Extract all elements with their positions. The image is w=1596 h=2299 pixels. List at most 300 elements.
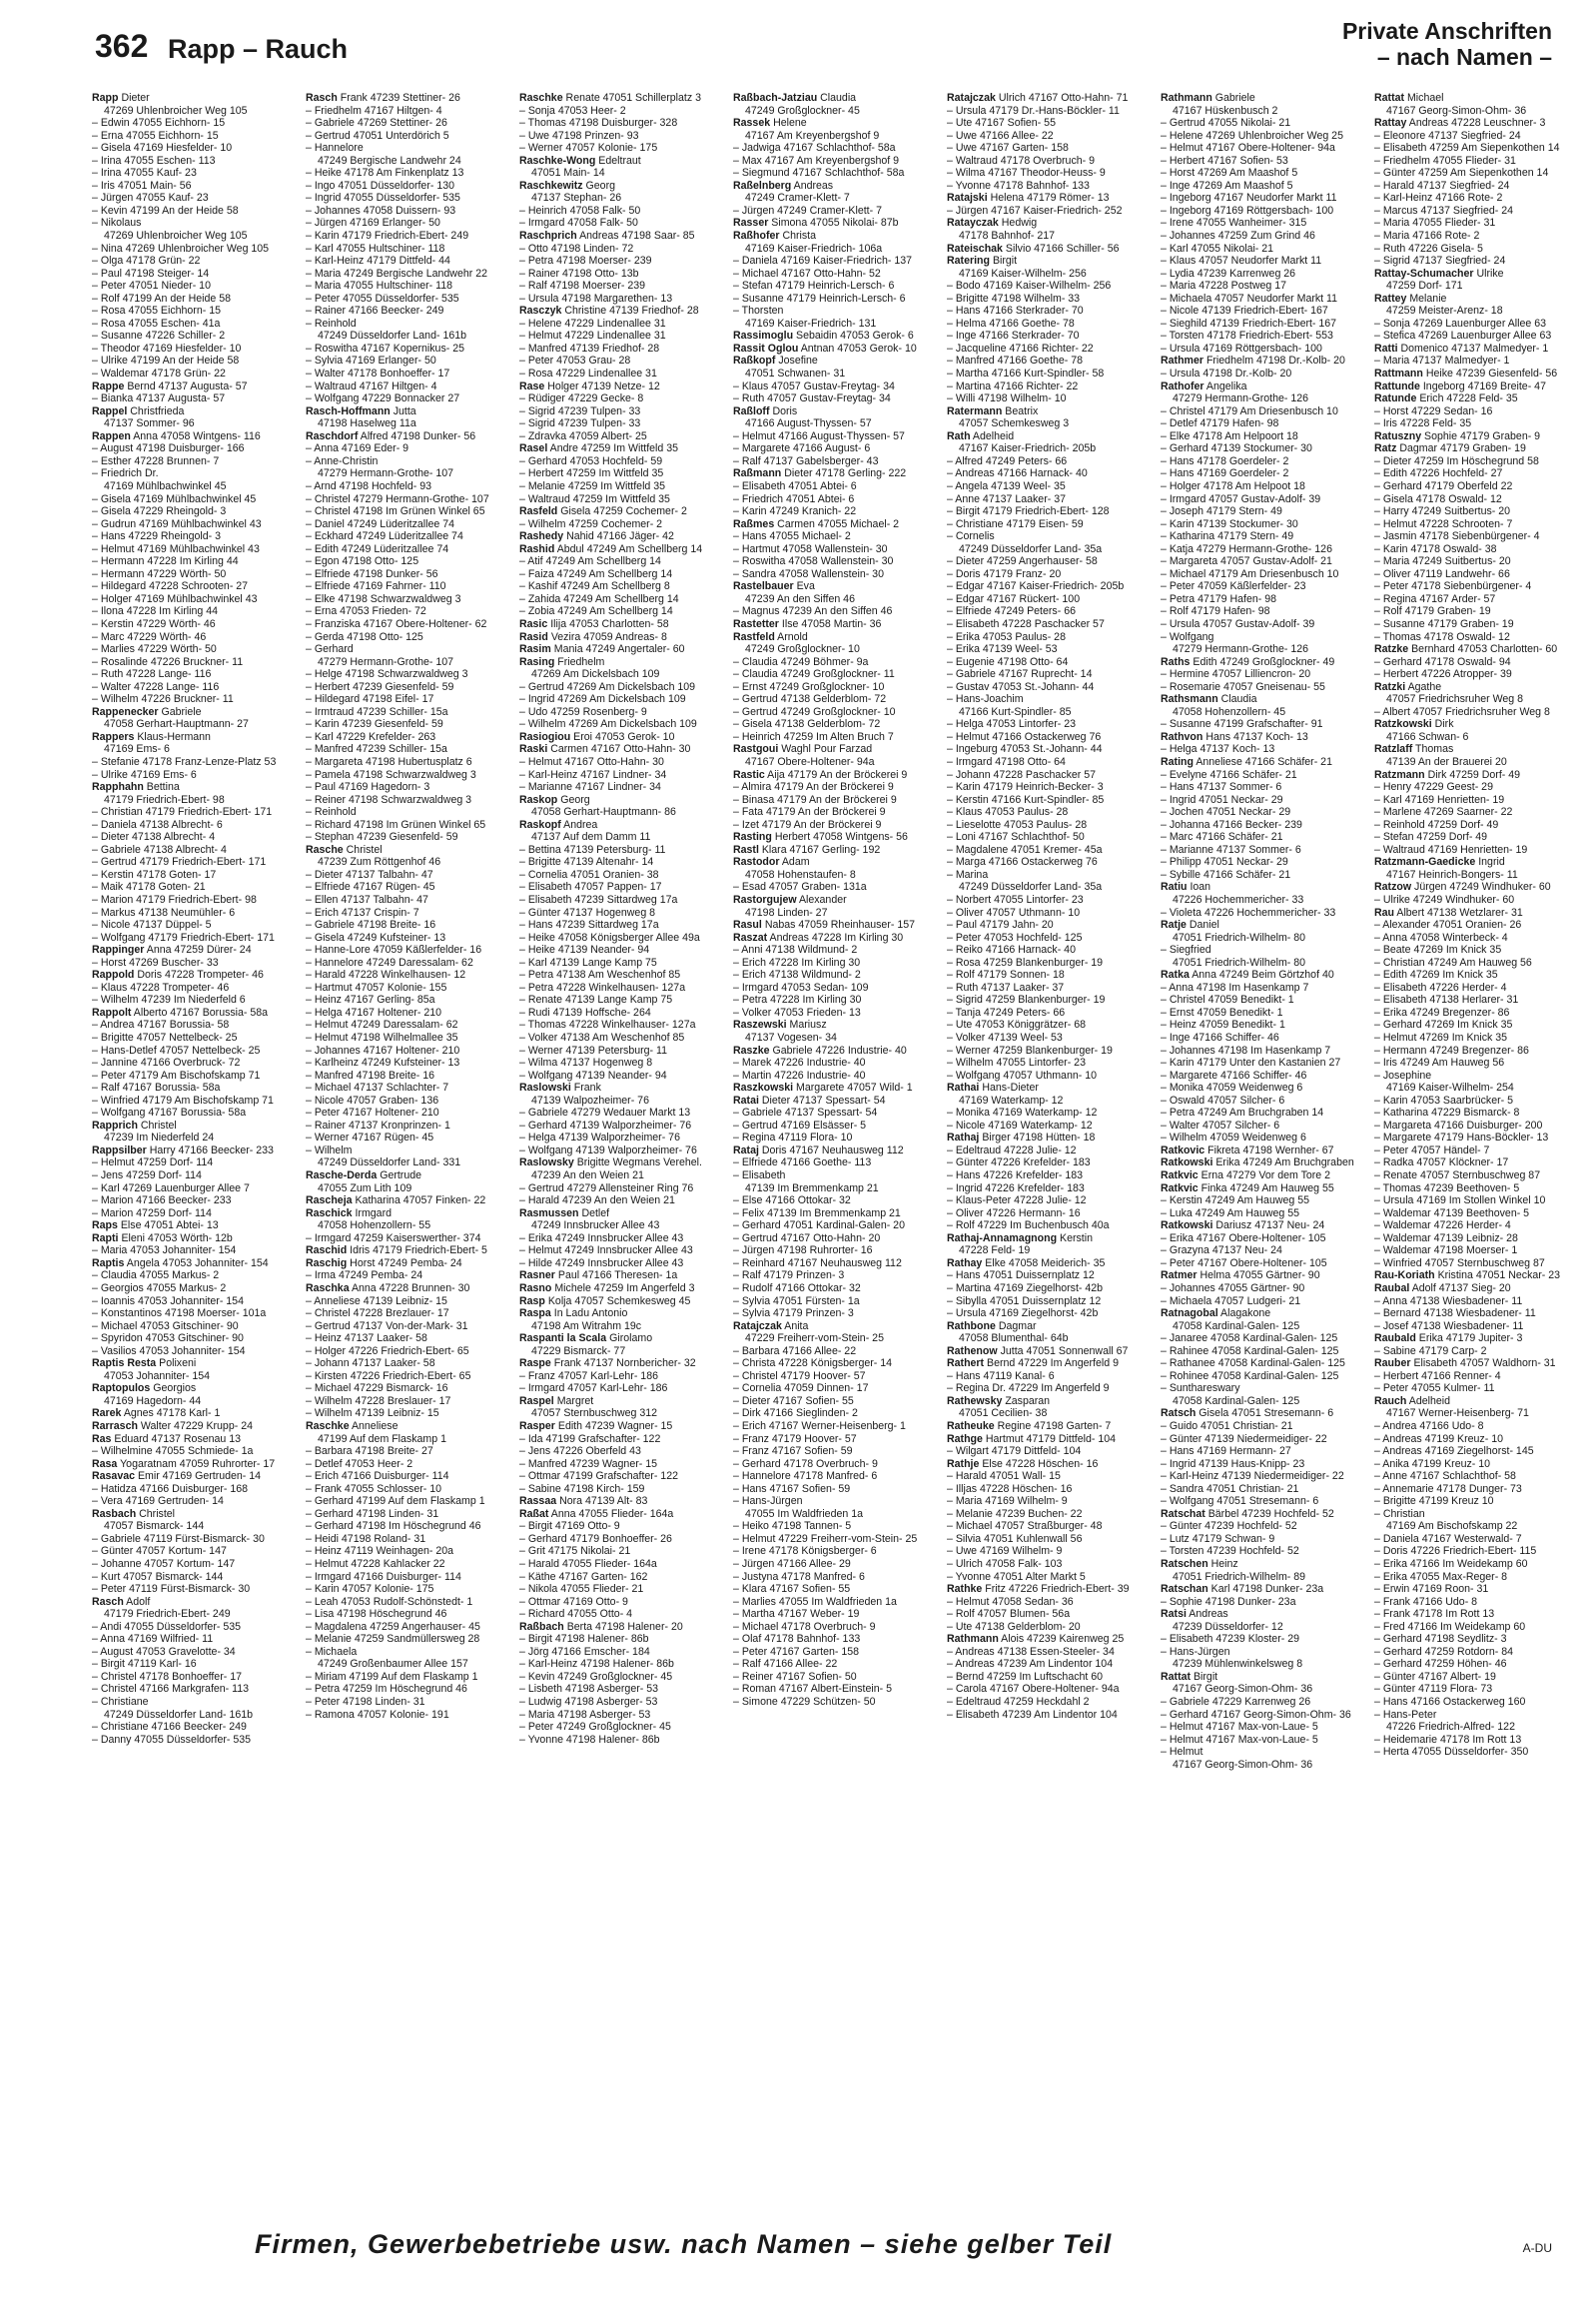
- entry-details: Georgios: [153, 1382, 197, 1395]
- directory-entry: – Michaela 47057 Ludgeri- 21: [1161, 1294, 1301, 1307]
- directory-entry: [519, 1495, 723, 1508]
- directory-entry: 47259 Meister-Arenz- 18: [1386, 305, 1503, 318]
- directory-entry: – Gerhard: [306, 643, 354, 656]
- directory-entry: – Wilhelm 47259 Cochemer- 2: [519, 517, 663, 530]
- directory-entry: – Kerstin 47249 Am Hauweg 55: [1161, 1194, 1309, 1207]
- directory-entry: [519, 1420, 723, 1433]
- entry-details: Gabriele 47226 Industrie- 40: [772, 1044, 907, 1057]
- directory-entry: – Reiner 47167 Sofien- 50: [733, 1670, 857, 1683]
- directory-entry: – Harald 47239 An den Weien 21: [519, 1194, 675, 1207]
- directory-entry: – Sigrid 47137 Siegfried- 24: [1374, 255, 1506, 268]
- directory-entry: – Margareta 47057 Gustav-Adolf- 21: [1161, 555, 1332, 568]
- directory-entry: – Christiane 47166 Beecker- 249: [92, 1721, 247, 1734]
- directory-entry: – Nina 47269 Uhlenbroicher Weg 105: [92, 242, 270, 255]
- directory-entry: [92, 1257, 296, 1270]
- directory-entry: – Irmgard 47259 Kaiserswerther- 374: [306, 1231, 481, 1244]
- directory-entry: – Waltraud 47167 Hiltgen- 4: [306, 380, 437, 392]
- directory-entry: [1161, 1558, 1364, 1571]
- directory-entry: [306, 1420, 509, 1433]
- directory-entry: – Ursula 47198 Dr.-Kolb- 20: [1161, 368, 1292, 381]
- directory-entry: – Gerhard 47198 Linden- 31: [306, 1507, 439, 1520]
- directory-entry: [92, 1357, 296, 1370]
- directory-entry: – Anna 47169 Wilfried- 11: [92, 1633, 214, 1646]
- directory-entry: – Marion 47259 Dorf- 114: [92, 1206, 212, 1219]
- directory-entry: – Wilgart 47179 Dittfeld- 104: [947, 1445, 1082, 1458]
- directory-entry: – Brigitte 47199 Kreuz 10: [1374, 1495, 1494, 1508]
- directory-entry: – Rosemarie 47057 Gneisenau- 55: [1161, 680, 1325, 693]
- directory-entry: 47239 An den Siffen 46: [745, 592, 855, 605]
- directory-entry: – Inge 47166 Schiffer- 46: [1161, 1032, 1279, 1045]
- directory-entry: – Günter 47057 Kortum- 147: [92, 1545, 227, 1558]
- entry-details: Doris 47228 Trompeter- 46: [137, 969, 264, 982]
- entry-details: Yogaratnam 47059 Ruhrorter- 17: [120, 1457, 276, 1470]
- directory-entry: – Waltraud 47259 Im Wittfeld 35: [519, 492, 670, 505]
- directory-entry: – Volker 47139 Weel- 53: [947, 1032, 1063, 1045]
- entry-surname: Ratka: [1161, 969, 1190, 982]
- directory-entry: – Harry 47249 Suitbertus- 20: [1374, 505, 1511, 518]
- directory-entry: – Peter 47167 Holtener- 210: [306, 1107, 439, 1120]
- directory-entry: – Peter 47059 Käßlerfelder- 23: [1161, 580, 1306, 593]
- directory-entry: – Brigitte 47198 Wilhelm- 33: [947, 292, 1081, 305]
- directory-entry: 47167 Werner-Heisenberg- 71: [1386, 1407, 1529, 1420]
- directory-entry: – Klaus 47057 Gustav-Freytag- 34: [733, 380, 895, 392]
- directory-entry: – Peter 47179 Am Bischofskamp 71: [92, 1069, 261, 1082]
- directory-entry: – Marianne 47137 Sommer- 6: [1161, 843, 1301, 856]
- entry-surname: Raszewski: [733, 1019, 787, 1032]
- directory-entry: – Marlies 47229 Wörth- 50: [92, 643, 217, 656]
- entry-details: Hans 47137 Koch- 13: [1205, 730, 1308, 743]
- directory-entry: – Stefanie 47178 Franz-Lenze-Platz 53: [92, 755, 277, 768]
- entry-surname: Raßbach: [519, 1620, 564, 1633]
- directory-entry: – Edwin 47055 Eichhorn- 15: [92, 117, 226, 130]
- directory-entry: – Michaela 47057 Neudorfer Markt 11: [1161, 292, 1338, 305]
- directory-entry: – Heike 47178 Am Finkenplatz 13: [306, 167, 464, 180]
- directory-entry: – Heidi 47198 Roland- 31: [306, 1532, 426, 1545]
- directory-entry: – Ingrid 47051 Neckar- 29: [1161, 793, 1283, 806]
- directory-entry: – Alfred 47249 Peters- 66: [947, 454, 1068, 467]
- directory-entry: – Lydia 47239 Karrenweg 26: [1161, 267, 1296, 280]
- directory-entry: – Helmut 47259 Dorf- 114: [92, 1156, 214, 1169]
- directory-entry: – Elfriede 47198 Dunker- 56: [306, 567, 438, 580]
- directory-entry: – Carola 47167 Obere-Holtener- 94a: [947, 1683, 1120, 1696]
- entry-details: Christel: [346, 843, 383, 856]
- entry-surname: Rappolt: [92, 1006, 132, 1019]
- entry-details: Erika 47179 Jupiter- 3: [1418, 1332, 1523, 1345]
- directory-entry: – Hans 47137 Sommer- 6: [1161, 781, 1282, 794]
- directory-entry: – Ingeborg 47169 Röttgersbach- 100: [1161, 204, 1334, 217]
- directory-entry: – Günter 47226 Krefelder- 183: [947, 1156, 1091, 1169]
- directory-entry: [1161, 1145, 1364, 1157]
- directory-entry: – Volker 47053 Frieden- 13: [733, 1006, 861, 1019]
- directory-entry: – Christel 47228 Brezlauer- 17: [306, 1307, 449, 1320]
- entry-details: Adolf 47137 Sieg- 20: [1411, 1281, 1511, 1294]
- directory-column: [947, 92, 1151, 2189]
- entry-surname: Rathewsky: [947, 1394, 1003, 1407]
- entry-details: Dieter: [121, 92, 150, 104]
- directory-entry: [1374, 856, 1578, 869]
- entry-surname: Raps: [92, 1219, 118, 1232]
- directory-entry: – Else 47166 Ottokar- 32: [733, 1194, 851, 1207]
- directory-entry: – Illjas 47228 Höschen- 16: [947, 1482, 1073, 1495]
- directory-entry: – Winfried 47179 Am Bischofskamp 71: [92, 1094, 274, 1107]
- directory-entry: – Cornelia 47051 Oranien- 38: [519, 868, 659, 881]
- directory-entry: – Erika 47167 Obere-Holtener- 105: [1161, 1231, 1326, 1244]
- directory-entry: – Udo 47259 Rosenberg- 9: [519, 705, 647, 718]
- directory-entry: 47169 Kaiser-Friedrich- 131: [745, 317, 877, 330]
- directory-entry: [306, 1194, 509, 1207]
- directory-entry: 47057 Sternbuschweg 312: [531, 1407, 658, 1420]
- directory-entry: [519, 1357, 723, 1370]
- entry-surname: Rath: [947, 429, 971, 442]
- directory-entry: – Karl-Heinz 47167 Lindner- 34: [519, 768, 667, 781]
- directory-entry: – Hannelore: [306, 142, 364, 155]
- entry-details: Anna 47249 Beim Görtzhof 40: [1192, 969, 1334, 982]
- entry-details: Claudia: [820, 92, 857, 104]
- directory-entry: – Karin 47249 Kranich- 22: [733, 505, 857, 518]
- directory-entry: – Volker 47138 Am Weschenhof 85: [519, 1032, 685, 1045]
- directory-entry: – Rainer 47137 Kronprinzen- 1: [306, 1119, 450, 1132]
- directory-entry: – Marina: [947, 868, 989, 881]
- directory-entry: – Holger 47226 Friedrich-Ebert- 65: [306, 1344, 469, 1357]
- directory-entry: – Karl-Heinz 47166 Rote- 2: [1374, 192, 1503, 205]
- entry-surname: Rarrasch: [92, 1419, 138, 1432]
- directory-entry: 47167 Georg-Simon-Ohm- 36: [1173, 1683, 1313, 1696]
- entry-details: Klara 47167 Gerling- 192: [761, 843, 881, 856]
- directory-entry: – Jörg 47166 Emscher- 184: [519, 1645, 650, 1658]
- entry-surname: Raslowski: [519, 1082, 571, 1095]
- entry-surname: Rastgoui: [733, 743, 779, 756]
- directory-entry: 47167 Am Kreyenbergshof 9: [745, 129, 880, 142]
- directory-entry: – Sandra 47058 Wallenstein- 30: [733, 567, 884, 580]
- directory-entry: – August 47198 Duisburger- 166: [92, 442, 245, 455]
- directory-entry: – Herbert 47167 Sofien- 53: [1161, 154, 1288, 167]
- directory-entry: [1374, 1269, 1578, 1282]
- entry-surname: Raschid: [306, 1244, 348, 1257]
- directory-entry: – Hans-Jürgen: [733, 1495, 803, 1508]
- directory-entry: – Sonja 47269 Lauenburger Allee 63: [1374, 317, 1546, 330]
- directory-entry: – Ruth 47137 Laaker- 37: [947, 981, 1065, 994]
- directory-entry: [947, 243, 1151, 256]
- entry-surname: Ratschen: [1161, 1557, 1208, 1570]
- directory-entry: – Ursula 47057 Gustav-Adolf- 39: [1161, 617, 1315, 630]
- directory-entry: 47249 Großglockner- 10: [745, 643, 860, 656]
- directory-entry: – Ute 47053 Königgrätzer- 68: [947, 1019, 1086, 1032]
- directory-entry: – Wilhelm 47055 Lintorfer- 23: [947, 1057, 1086, 1070]
- directory-entry: – Georgios 47055 Markus- 2: [92, 1281, 227, 1294]
- directory-entry: – Anna 47169 Eder- 9: [306, 442, 409, 455]
- directory-entry: – Helmut 47228 Kahlacker 22: [306, 1557, 445, 1570]
- directory-entry: – Waldemar 47226 Herder- 4: [1374, 1219, 1511, 1232]
- directory-entry: – Daniela 47138 Albrecht- 6: [92, 818, 223, 831]
- entry-details: Dieter 47178 Gerling- 222: [784, 467, 907, 480]
- directory-entry: – Thomas 47198 Duisburger- 328: [519, 117, 678, 130]
- directory-entry: – Gisela 47178 Oswald- 12: [1374, 492, 1502, 505]
- directory-entry: [733, 1045, 937, 1058]
- directory-entry: – Dieter 47259 Im Höschegrund 58: [1374, 454, 1539, 467]
- directory-entry: – Iris 47051 Main- 56: [92, 179, 192, 192]
- directory-entry: [733, 217, 937, 230]
- entry-details: Eroi 47053 Gerok- 10: [573, 730, 675, 743]
- entry-details: Albert 47138 Wetzlarer- 31: [1396, 906, 1523, 919]
- directory-entry: – Ingeburg 47053 St.-Johann- 44: [947, 743, 1103, 756]
- directory-entry: – Franz 47057 Karl-Lehr- 186: [519, 1369, 658, 1382]
- directory-entry: [92, 969, 296, 982]
- directory-entry: – Felix 47139 Im Bremmenkamp 21: [733, 1206, 901, 1219]
- directory-entry: – Melanie 47259 Sandmüllersweg 28: [306, 1633, 480, 1646]
- page-range: Rapp – Rauch: [168, 34, 349, 64]
- directory-entry: – Detlef 47053 Heer- 2: [306, 1457, 413, 1470]
- directory-entry: 47058 Kardinal-Galen- 125: [1173, 1319, 1300, 1332]
- directory-entry: – Gertrud 47249 Großglockner- 10: [733, 705, 896, 718]
- directory-entry: 47167 Georg-Simon-Ohm- 36: [1173, 1758, 1313, 1771]
- directory-entry: 47167 Obere-Holtener- 94a: [745, 755, 875, 768]
- directory-entry: – Bodo 47169 Kaiser-Wilhelm- 256: [947, 280, 1112, 293]
- directory-entry: – Manfred 47239 Wagner- 15: [519, 1457, 657, 1470]
- entry-surname: Ratnagobal: [1161, 1307, 1218, 1320]
- directory-entry: – Ingo 47051 Düsseldorfer- 130: [306, 179, 455, 192]
- entry-details: Alagakone: [1220, 1307, 1271, 1320]
- entry-details: Elke 47058 Meiderich- 35: [985, 1256, 1106, 1269]
- directory-entry: – Sabine 47198 Kirch- 159: [519, 1482, 645, 1495]
- directory-entry: [1161, 1407, 1364, 1420]
- entry-details: Georg: [585, 179, 615, 192]
- directory-entry: [1374, 1357, 1578, 1370]
- directory-entry: – Rathanee 47058 Kardinal-Galen- 125: [1161, 1357, 1345, 1370]
- directory-entry: – Helga 47167 Holtener- 210: [306, 1006, 442, 1019]
- directory-entry: 47239 An den Weien 21: [531, 1169, 644, 1182]
- directory-entry: – Claudia 47249 Großglockner- 11: [733, 668, 895, 681]
- directory-entry: – Maik 47178 Goten- 21: [92, 881, 206, 894]
- entry-surname: Raszat: [733, 931, 768, 944]
- directory-entry: – Daniela 47167 Westerwald- 7: [1374, 1532, 1522, 1545]
- entry-surname: Rappen: [92, 429, 131, 442]
- entry-surname: Rathbone: [947, 1319, 996, 1332]
- directory-entry: 47166 Kurt-Spindler- 85: [959, 705, 1072, 718]
- directory-entry: 47249 Düsseldorfer Land- 35a: [959, 881, 1103, 894]
- directory-entry: – Nikola 47055 Flieder- 21: [519, 1583, 644, 1596]
- entry-details: Christel: [140, 1119, 177, 1132]
- directory-entry: 47169 Waterkamp- 12: [959, 1094, 1064, 1107]
- directory-entry: 47137 Stephan- 26: [531, 192, 622, 205]
- directory-entry: – Izet 47179 An der Bröckerei 9: [733, 818, 882, 831]
- directory-entry: [947, 1395, 1151, 1408]
- entry-details: Anneliese: [351, 1419, 399, 1432]
- directory-entry: – Heidemarie 47178 Im Rott 13: [1374, 1733, 1522, 1746]
- directory-entry: – Jens 47259 Dorf- 114: [92, 1169, 202, 1182]
- directory-entry: – Hartmut 47057 Kolonie- 155: [306, 981, 447, 994]
- entry-surname: Rateischak: [947, 242, 1003, 255]
- directory-entry: – Torsten 47178 Friedrich-Ebert- 553: [1161, 330, 1333, 343]
- directory-entry: – Gerhard 47053 Hochfeld- 59: [519, 454, 663, 467]
- entry-details: Thomas: [1415, 743, 1454, 756]
- entry-details: Ilija 47053 Charlotten- 58: [550, 617, 669, 630]
- directory-entry: [1374, 92, 1578, 105]
- directory-entry: – Hans-Jürgen: [1161, 1645, 1230, 1658]
- directory-entry: – Gerhard 47198 Im Höschegrund 46: [306, 1520, 481, 1533]
- directory-entry: – Brigitte 47139 Altenahr- 14: [519, 856, 654, 869]
- directory-entry: – Birgit 47169 Otto- 9: [519, 1520, 620, 1533]
- directory-entry: – Josef 47138 Wiesbadener- 11: [1374, 1319, 1524, 1332]
- entry-details: Karl 47198 Dunker- 23a: [1210, 1583, 1324, 1596]
- directory-entry: – Gerhard 47139 Walporzheimer- 76: [519, 1119, 692, 1132]
- directory-entry: – Josephine: [1374, 1069, 1432, 1082]
- directory-entry: – Roswitha 47058 Wallenstein- 30: [733, 555, 894, 568]
- directory-entry: – Gertrud 47179 Friedrich-Ebert- 171: [92, 856, 267, 869]
- directory-entry: – Irene 47178 Königsberger- 6: [733, 1545, 877, 1558]
- directory-entry: [733, 117, 937, 130]
- directory-entry: [92, 1382, 296, 1395]
- directory-entry: – Johannes 47259 Zum Grind 46: [1161, 230, 1315, 243]
- directory-entry: 47279 Hermann-Grothe- 126: [1173, 643, 1309, 656]
- directory-entry: – Edeltraud 47259 Heckdahl 2: [947, 1696, 1090, 1708]
- directory-entry: – Elisabeth 47259 Am Siepenkothen 14: [1374, 142, 1560, 155]
- directory-entry: [306, 1169, 509, 1182]
- directory-entry: – Karin 47057 Kolonie- 175: [306, 1583, 434, 1596]
- directory-entry: – Paul 47179 Jahn- 20: [947, 919, 1054, 932]
- directory-entry: – Martina 47169 Ziegelhorst- 42b: [947, 1281, 1104, 1294]
- entry-details: Daniel: [1189, 919, 1219, 932]
- directory-entry: – Horst 47269 Buscher- 33: [92, 956, 219, 969]
- directory-entry: – Daniela 47169 Kaiser-Friedrich- 137: [733, 255, 913, 268]
- entry-surname: Raßbach-Jatziau: [733, 92, 818, 104]
- directory-entry: – Fata 47179 An der Bröckerei 9: [733, 806, 886, 819]
- entry-details: Jürgen 47249 Windhuker- 60: [1414, 881, 1551, 894]
- directory-entry: – Nicole 47057 Graben- 136: [306, 1094, 439, 1107]
- directory-entry: [1374, 430, 1578, 443]
- directory-entry: – Erwin 47169 Roon- 31: [1374, 1583, 1489, 1596]
- entry-details: Frank 47137 Nornbericher- 32: [553, 1357, 696, 1370]
- directory-entry: [519, 230, 723, 243]
- directory-entry: – Nicole 47137 Düppel- 5: [92, 919, 212, 932]
- directory-entry: – Karin 47179 Friedrich-Ebert- 249: [306, 230, 469, 243]
- entry-details: Girolamo: [609, 1332, 653, 1345]
- directory-entry: [947, 1433, 1151, 1446]
- directory-entry: – Nikolaus: [92, 217, 142, 230]
- entry-surname: Raschke-Wong: [519, 154, 596, 167]
- directory-entry: – Karin 47178 Oswald- 38: [1374, 542, 1497, 555]
- directory-entry: – Irmgard 47058 Falk- 50: [519, 217, 638, 230]
- directory-entry: – Ulrich 47058 Falk- 103: [947, 1557, 1063, 1570]
- directory-entry: – Erika 47249 Innsbrucker Allee 43: [519, 1231, 684, 1244]
- directory-entry: [1374, 293, 1578, 306]
- entry-details: Gertrude: [380, 1169, 422, 1182]
- directory-entry: – Elisabeth 47239 Kloster- 29: [1161, 1633, 1299, 1646]
- directory-entry: – Gabriele 47138 Albrecht- 4: [92, 843, 227, 856]
- directory-entry: – Johannes 47058 Duissern- 93: [306, 204, 456, 217]
- directory-entry: 47169 Mühlbachwinkel 45: [104, 479, 227, 492]
- directory-entry: – Herbert 47239 Giesenfeld- 59: [306, 680, 454, 693]
- directory-entry: – Manfred 47139 Friedhof- 28: [519, 342, 660, 355]
- entry-details: Ingeborg 47169 Breite- 47: [1422, 380, 1546, 392]
- directory-entry: – Peter 47053 Grau- 28: [519, 355, 631, 368]
- entry-surname: Ratsi: [1161, 1608, 1187, 1621]
- directory-entry: – Lisa 47198 Höschegrund 46: [306, 1608, 447, 1621]
- directory-entry: [92, 781, 296, 794]
- entry-surname: Rasting: [733, 831, 772, 844]
- entry-details: Sebaidin 47053 Gerok- 6: [796, 330, 914, 343]
- directory-entry: – Melanie 47239 Buchen- 22: [947, 1507, 1083, 1520]
- directory-entry: – Gabriele 47229 Karrenweg 26: [1161, 1696, 1311, 1708]
- directory-entry: [519, 631, 723, 644]
- directory-entry: [947, 1420, 1151, 1433]
- directory-entry: – Gisela 47138 Gelderblom- 72: [733, 718, 881, 731]
- directory-entry: – Leah 47053 Rudolf-Schönstedt- 1: [306, 1595, 473, 1608]
- directory-entry: 47057 Schemkesweg 3: [959, 417, 1070, 430]
- directory-entry: – Stefan 47259 Dorf- 49: [1374, 831, 1488, 844]
- directory-entry: – Manfred 47239 Schiller- 15a: [306, 743, 447, 756]
- directory-entry: [519, 643, 723, 656]
- directory-entry: 47179 Friedrich-Ebert- 98: [104, 793, 225, 806]
- directory-entry: – Peter 47178 Siebenbürgener- 4: [1374, 580, 1532, 593]
- entry-details: Eleni 47053 Wörth- 12b: [121, 1231, 233, 1244]
- directory-entry: – Klaus-Peter 47228 Julie- 12: [947, 1194, 1087, 1207]
- directory-entry: – Magdalene 47051 Kremer- 45a: [947, 843, 1103, 856]
- directory-entry: [1374, 1282, 1578, 1295]
- directory-entry: [1161, 731, 1364, 744]
- directory-entry: – Christel 47279 Hermann-Grothe- 107: [306, 492, 489, 505]
- entry-surname: Raßelnberg: [733, 179, 792, 192]
- directory-entry: 47051 Friedrich-Wilhelm- 80: [1173, 931, 1306, 944]
- directory-entry: – Frank 47178 Im Rott 13: [1374, 1608, 1495, 1621]
- directory-entry: – Friedhelm 47055 Flieder- 31: [1374, 154, 1516, 167]
- directory-entry: – Angela 47139 Weel- 35: [947, 479, 1066, 492]
- directory-entry: – Maria 47249 Suitbertus- 20: [1374, 555, 1511, 568]
- directory-entry: 47139 Walpozheimer- 76: [531, 1094, 649, 1107]
- directory-entry: – Albert 47057 Friedrichsruher Weg 8: [1374, 705, 1550, 718]
- entry-details: Fikreta 47198 Wernher- 67: [1207, 1144, 1334, 1156]
- directory-entry: – Karl-Heinz 47198 Halener- 86b: [519, 1658, 674, 1671]
- directory-entry: – Bernd 47259 Im Luftschacht 60: [947, 1670, 1104, 1683]
- directory-entry: [1161, 969, 1364, 982]
- directory-entry: – Walter 47178 Bonhoeffer- 17: [306, 368, 450, 381]
- directory-entry: – Heike 47139 Neander- 94: [519, 944, 650, 957]
- directory-entry: – Waldemar 47198 Moerser- 1: [1374, 1244, 1518, 1257]
- directory-entry: – Monika 47169 Waterkamp- 12: [947, 1107, 1098, 1120]
- directory-entry: – Marion 47166 Beecker- 233: [92, 1194, 232, 1207]
- directory-entry: – Elke 47178 Am Helpoort 18: [1161, 429, 1298, 442]
- directory-entry: – Heinz 47119 Weinhagen- 20a: [306, 1545, 454, 1558]
- entry-details: Polixeni: [159, 1357, 197, 1370]
- entry-details: Idris 47179 Friedrich-Ebert- 5: [350, 1244, 487, 1257]
- directory-entry: – Günter 47239 Hochfeld- 52: [1161, 1520, 1297, 1533]
- entry-details: Frank: [573, 1082, 601, 1095]
- directory-entry: – Konstantinos 47198 Moerser- 101a: [92, 1307, 267, 1320]
- directory-entry: – Helmut 47229 Lindenallee 31: [519, 330, 666, 343]
- directory-entry: – Jürgen 47198 Ruhrorter- 16: [733, 1244, 873, 1257]
- directory-entry: – Erich 47166 Duisburger- 114: [306, 1470, 449, 1483]
- directory-entry: – Kerstin 47229 Wörth- 46: [92, 617, 216, 630]
- directory-entry: 47051 Friedrich-Wilhelm- 89: [1173, 1570, 1306, 1583]
- entry-surname: Ratsch: [1161, 1407, 1197, 1420]
- page-number: 362: [95, 28, 149, 64]
- directory-entry: – Hans-Peter: [1374, 1708, 1437, 1721]
- entry-surname: Rasmussen: [519, 1206, 579, 1219]
- entry-details: Alfred 47198 Dunker- 56: [360, 429, 476, 442]
- directory-entry: 47198 Am Witrahm 19c: [531, 1319, 642, 1332]
- directory-entry: – Birgit 47198 Halener- 86b: [519, 1633, 649, 1646]
- directory-entry: – Hans-Detlef 47057 Nettelbeck- 25: [92, 1044, 261, 1057]
- directory-entry: – Iris 47249 Am Hauweg 56: [1374, 1057, 1505, 1070]
- entry-surname: Rattunde: [1374, 380, 1420, 392]
- directory-entry: – Loni 47167 Schlachthof- 50: [947, 831, 1085, 844]
- directory-entry: [519, 155, 723, 168]
- entry-surname: Rattay-Schumacher: [1374, 267, 1474, 280]
- directory-entry: – Rolf 47179 Hafen- 98: [1161, 605, 1270, 618]
- entry-details: Anita: [784, 1319, 809, 1332]
- directory-entry: – Marc 47229 Wörth- 46: [92, 630, 207, 643]
- entry-surname: Rapp: [92, 92, 119, 104]
- directory-entry: – Ingrid 47226 Krefelder- 183: [947, 1181, 1085, 1194]
